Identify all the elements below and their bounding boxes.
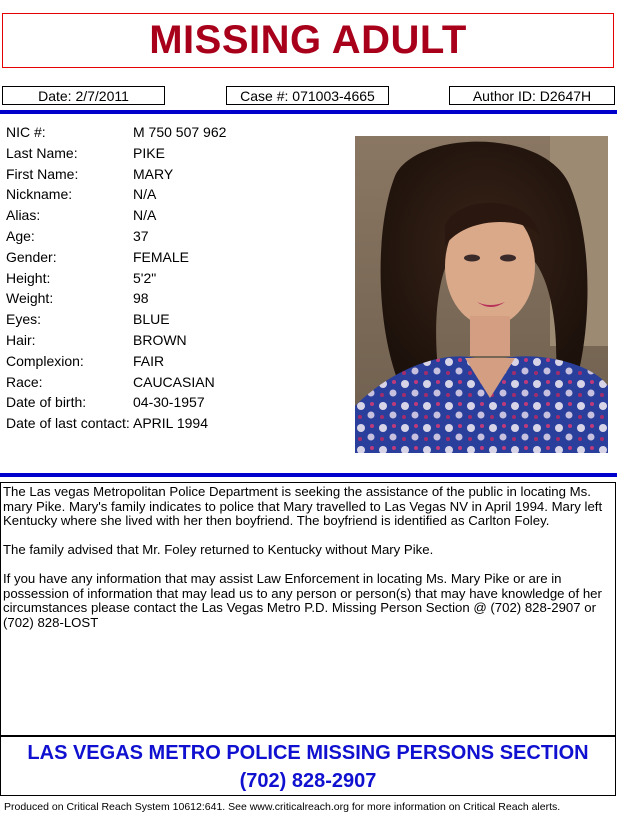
page-title: MISSING ADULT — [149, 18, 467, 62]
field-value: CAUCASIAN — [133, 373, 215, 390]
middle-divider — [0, 473, 617, 477]
title-banner — [2, 13, 614, 68]
field-label: Nickname: — [6, 186, 73, 203]
field-value: 5'2" — [133, 269, 157, 286]
field-label: Date of last contact: — [6, 415, 130, 432]
field-value: 37 — [133, 228, 149, 244]
field-label: Date of birth: — [6, 394, 87, 411]
field-value: N/A — [133, 186, 157, 203]
field-label: Last Name: — [6, 144, 78, 161]
case-number-box: Case #: 071003-4665 — [226, 86, 389, 105]
description-paragraph: If you have any information that may assist Law Enforcement in locating Ms. Mary Pike or are in possession of information that may lead us to any person or person(s) that may have knowledge of her circumstances please contact the Las Vegas Metro P.D. Missing Person Section @ (702) 828-2907 or (702) 828-LOST — [3, 571, 602, 630]
author-id-box: Author ID: D2647H — [449, 86, 615, 105]
field-value: FEMALE — [133, 248, 190, 265]
field-label: First Name: — [6, 165, 79, 182]
field-value: MARY — [133, 165, 174, 182]
field-value: M 750 507 962 — [133, 124, 227, 140]
field-label: NIC #: — [6, 124, 46, 140]
contact-agency: LAS VEGAS METRO POLICE MISSING PERSONS SECTION — [27, 742, 589, 764]
description-paragraph: The family advised that Mr. Foley returned to Kentucky without Mary Pike. — [3, 542, 434, 557]
field-value: 98 — [133, 290, 149, 307]
field-label: Hair: — [6, 332, 36, 348]
field-label: Race: — [6, 373, 43, 390]
field-label: Height: — [6, 269, 51, 286]
description-box — [0, 482, 616, 736]
field-value: APRIL 1994 — [133, 415, 208, 432]
field-value: FAIR — [133, 352, 165, 369]
field-label: Age: — [6, 228, 35, 244]
field-value: BROWN — [133, 332, 187, 348]
produced-by-note: Produced on Critical Reach System 10612:641. See www.criticalreach.org for more information on Critical Reach alerts. — [4, 801, 561, 813]
field-label: Weight: — [6, 290, 54, 307]
field-label: Eyes: — [6, 311, 42, 328]
date-box: Date: 2/7/2011 — [2, 86, 165, 105]
field-label: Complexion: — [6, 352, 84, 369]
field-value: BLUE — [133, 311, 170, 328]
person-photo-illustration — [355, 136, 608, 453]
contact-footer — [0, 736, 616, 796]
person-photo — [355, 136, 608, 453]
field-label: Alias: — [6, 207, 41, 224]
field-value: 04-30-1957 — [133, 394, 205, 411]
field-value: N/A — [133, 207, 157, 224]
top-divider — [0, 110, 617, 114]
contact-phone: (702) 828-2907 — [239, 770, 377, 792]
field-value: PIKE — [133, 144, 165, 161]
description-paragraph: The Las vegas Metropolitan Police Department is seeking the assistance of the public in locating Ms. mary Pike. Mary's family indicates to police that Mary travelled to Las Vegas NV in April 1994. Mary left Kentucky where she lived with her then boyfriend. The boyfriend is identified as Carlton Foley. — [3, 484, 603, 528]
field-label: Gender: — [6, 248, 57, 265]
